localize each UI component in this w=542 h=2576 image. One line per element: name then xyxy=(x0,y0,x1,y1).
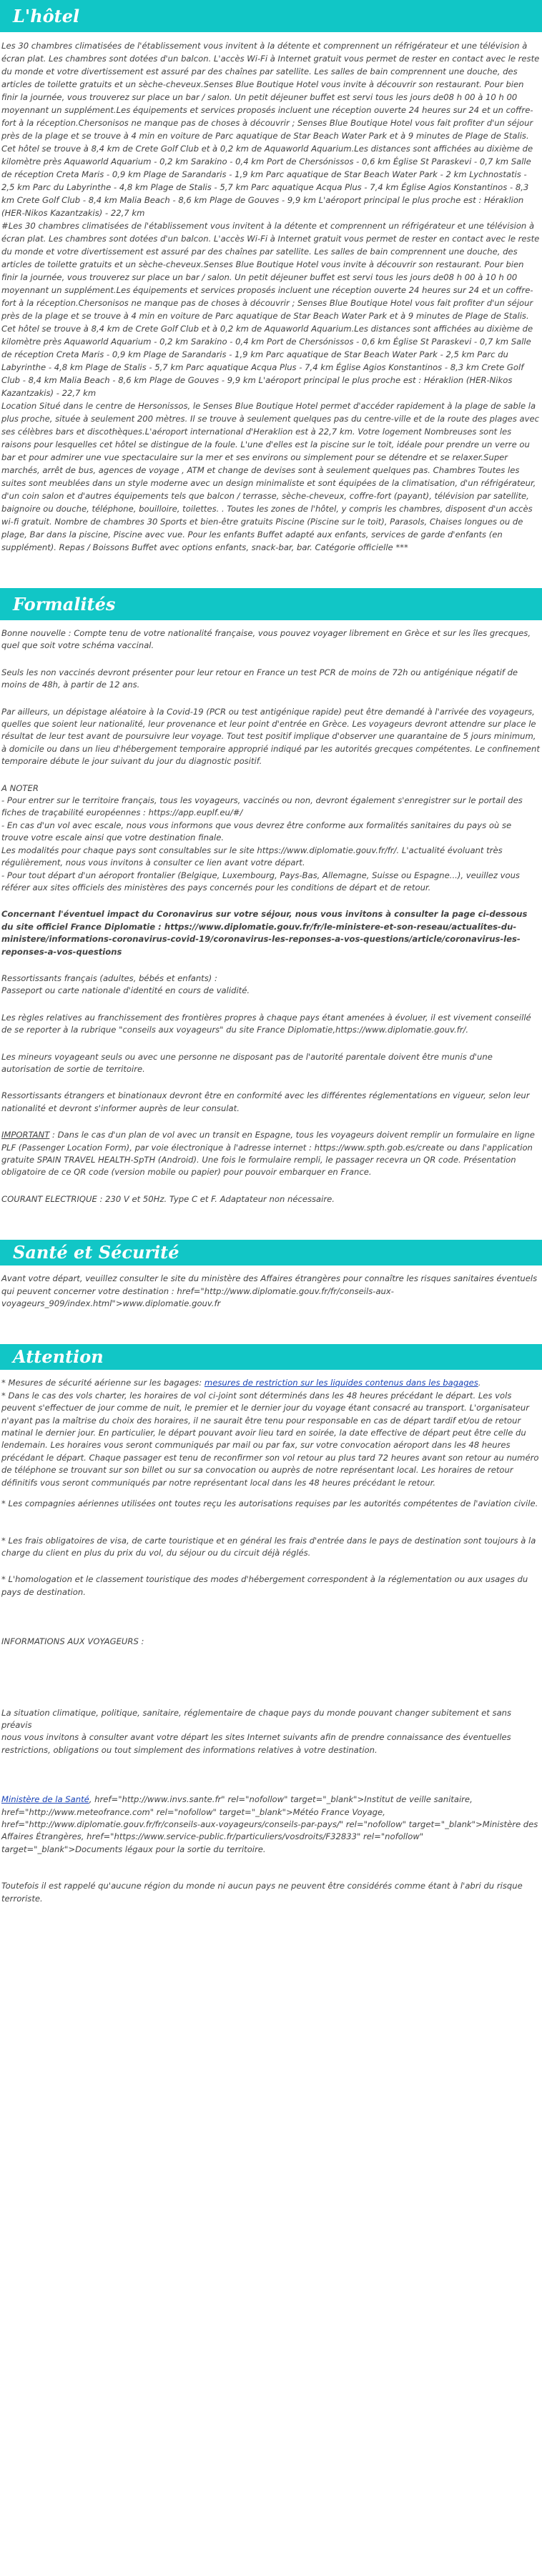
section-title-attention: Attention xyxy=(13,1346,104,1368)
important-text: : Dans le cas d'un plan de vol avec un transit en Espagne, tous les voyageurs doivent remplir un formulaire en ligne PLF (Passenger Location Form), par voie électronique à l'adresse internet : https://www.spth.gob.es/create ou dans l'application gratuite SPAIN TRAVEL HEALTH-SpTH (Android). Une fois le formulaire rempli, le passager recevra un QR code. Présentation obligatoire de ce QR code (version mobile ou papier) pour pouvoir embarquer en France. xyxy=(1,1130,535,1178)
charter-flights: * Dans le cas des vols charter, les horaires de vol ci-joint sont déterminés dans les 48 heures précédant le départ. Les vols peuvent s'effectuer de jour comme de nuit, le premier et le dernier jour du voyage étant consacré au transport. L'organisateur n'ayant pas la maîtrise du choix des horaires, il ne saurait être tenu pour responsable en cas de départ tardif et/ou de retour matinal le dernier jour. En particulier, le départ pouvant avoir lieu tard en soirée, la date effective de départ peut être celle du lendemain. Les horaires vous seront communiqués par mail ou par fax, sur votre convocation aéroport dans les 48 heures précédant le départ. Chaque passager est tenu de reconfirmer son vol retour au plus tard 72 heures avant son retour au numéro de téléphone se trouvant sur son billet ou sur sa convocation ou auprès de notre représentant local. Les horaires de retour définitifs vous seront communiqués par notre représentant local dans les 48 heures précédant le retour. xyxy=(1,1390,539,1488)
hotel-description-2: #Les 30 chambres climatisées de l'établissement vous invitent à la détente et comprennent un réfrigérateur et une télévision à écran plat. Les chambres sont dotées d'un balcon. L'accès Wi-Fi à Internet gratuit vous permet de rester en contact avec le reste du monde et votre divertissement est assuré par des chaînes par satellite. Les salles de bain comprennent une douche, des articles de toilette gratuits et un sèche-cheveux.Senses Blue Boutique Hotel vous invite à découvrir son restaurant. Pour bien finir la journée, vous trouverez sur place un bar / salon. Un petit déjeuner buffet est servi tous les jours de08 h 00 à 10 h 00 moyennant un supplément.Les équipements et services proposés incluent une réception ouverte 24 heures sur 24 et un coffre-fort à la réception.Chersonisos ne manque pas de choses à découvrir ; Senses Blue Boutique Hotel vous fait profiter d'un séjour près de la plage et se trouve à 4 min en voiture de Parc aquatique de Star Beach Water Park et à 9 minutes de Plage de Stalis. Cet hôtel se trouve à 8,4 km de Crete Golf Club et à 0,2 km de Aquaworld Aquarium.Les distances sont affichées au dixième de kilomètre près Aquaworld Aquarium - 0,2 km Sarakino - 0,4 km Port de Chersónissos - 0,6 km Église St Paraskevi - 0,7 km Salle de réception Creta Maris - 0,9 km Plage de Sarandaris - 1,9 km Parc aquatique de Star Beach Water Park - 2,5 km Parc du Labyrinthe - 4,8 km Plage de Stalis - 5,7 km Parc aquatique Acqua Plus - 7,4 km Église Agios Konstantinos - 8,3 km Crete Golf Club - 8,4 km Malia Beach - 8,6 km Plage de Gouves - 9,9 km L'aéroport principal le plus proche est : Héraklion (HER-Nikos Kazantzakis) - 22,7 km xyxy=(1,221,540,398)
baggage-security xyxy=(1,1377,541,1389)
section-header-hotel xyxy=(0,0,542,32)
formalites-test-requirement: Seuls les non vaccinés devront présenter pour leur retour en France un test PCR de moins de 72h ou antigénique négatif de moins de 48h, à partir de 12 ans. xyxy=(1,667,518,690)
important-label: IMPORTANT xyxy=(1,1130,50,1140)
section-header-sante xyxy=(0,1240,542,1265)
resident-docs: Passeport ou carte nationale d'identité en cours de validité. xyxy=(1,985,250,996)
situation-text: La situation climatique, politique, sanitaire, réglementaire de chaque pays du monde pouvant changer subitement et sans préavis xyxy=(1,1707,512,1730)
hotel-description-1: Les 30 chambres climatisées de l'établissement vous invitent à la détente et comprennent un réfrigérateur et une télévision à écran plat. Les chambres sont dotées d'un balcon. L'accès Wi-Fi à Internet gratuit vous permet de rester en contact avec le reste du monde et votre divertissement est assuré par des chaînes par satellite. Les salles de bain comprennent une douche, des articles de toilette gratuits et un sèche-cheveux.Senses Blue Boutique Hotel vous invite à découvrir son restaurant. Pour bien finir la journée, vous trouverez sur place un bar / salon. Un petit déjeuner buffet est servi tous les jours de08 h 00 à 10 h 00 moyennant un supplément.Les équipements et services proposés incluent une réception ouverte 24 heures sur 24 et un coffre-fort à la réception.Chersonisos ne manque pas de choses à découvrir ; Senses Blue Boutique Hotel vous fait profiter d'un séjour près de la plage et se trouve à 4 min en voiture de Parc aquatique de Star Beach Water Park et à 9 minutes de Plage de Stalis. Cet hôtel se trouve à 8,4 km de Crete Golf Club et à 0,2 km de Aquaworld Aquarium.Les distances sont affichées au dixième de kilomètre près Aquaworld Aquarium - 0,2 km Sarakino - 0,4 km Port de Chersónissos - 0,6 km Église St Paraskevi - 0,7 km Salle de réception Creta Maris - 0,9 km Plage de Sarandaris - 1,9 km Parc aquatique de Star Beach Water Park - 2 km Lychnostatis - 2,5 km Parc du Labyrinthe - 4,8 km Plage de Stalis - 5,7 km Parc aquatique Acqua Plus - 7,4 km Église Agios Konstantinos - 8,3 km Crete Golf Club - 8,4 km Malia Beach - 8,6 km Plage de Gouves - 9,9 km L'aéroport principal le plus proche est : Héraklion (HER-Nikos Kazantzakis) - 22,7 km xyxy=(1,41,540,218)
note-diplomatie: Les modalités pour chaque pays sont consultables sur le site https://www.diplomatie.gouv.fr/fr/. L'actualité évoluant très régulièrement, nous vous invitons à consulter ce lien avant votre départ. xyxy=(1,845,503,868)
sante-text: Avant votre départ, veuillez consulter le site du ministère des Affaires étrangères pour connaître les risques sanitaires éventuels qui peuvent concerner votre destination : href="http://www.diplomatie.gouv.fr/fr/conseils-aux-voyageurs_909/index.html">www.diplomatie.gouv.fr xyxy=(1,1273,538,1309)
foreigners-rule: Ressortissants étrangers et binationaux devront être en conformité avec les différentes réglementations en vigueur, selon leur nationalité et devront s'informer auprès de leur consulat. xyxy=(1,1090,530,1113)
important-spain xyxy=(1,1129,541,1179)
baggage-security-text: * Mesures de sécurité aérienne sur les bagages: xyxy=(1,1378,205,1388)
useful-links-text: , href="http://www.invs.sante.fr" rel="nofollow" target="_blank">Institut de veille sanitaire, href="http://www.meteofrance.com" rel="nofollow" target="_blank">Météo France Voyage, href="http://www.diplomatie.gouv.fr/fr/conseils-aux-voyageurs/conseils-par-pays/" rel="nofollow" target="_blank">Ministère des Affaires Étrangères, href="https://www.service-public.fr/particuliers/vosdroits/F32833" rel="nofollow" target="_blank">Documents légaux pour la sortie du territoire. xyxy=(1,1794,538,1854)
section-header-formalites xyxy=(0,588,542,620)
section-title-hotel: L'hôtel xyxy=(13,6,80,26)
border-rules: Les règles relatives au franchissement des frontières propres à chaque pays étant amenées à évoluer, il est vivement conseillé de se reporter à la rubrique "conseils aux voyageurs" du site France Diplomatie,https://www.diplomatie.gouv.fr/. xyxy=(1,1012,531,1035)
note-title: A NOTER xyxy=(1,782,39,793)
resident-title: Ressortissants français (adultes, bébés et enfants) : xyxy=(1,973,217,983)
liquids-restriction-link[interactable]: mesures de restriction sur les liquides contenus dans les bagages xyxy=(204,1378,478,1388)
ministere-sante-link[interactable]: Ministère de la Santé xyxy=(1,1794,89,1805)
section-title-formalites: Formalités xyxy=(13,594,116,615)
info-travelers-title: INFORMATIONS AUX VOYAGEURS : xyxy=(1,1636,144,1647)
minors-rule: Les mineurs voyageant seuls ou avec une personne ne disposant pas de l'autorité parentale doivent être munis d'une autorisation de sortie de territoire. xyxy=(1,1051,493,1074)
invite-text: nous vous invitons à consulter avant votre départ les sites Internet suivants afin de prendre connaissance des éventuelles restrictions, obligations ou tout simplement des informations relatives à votre destination. xyxy=(1,1732,511,1755)
formalites-good-news: Bonne nouvelle : Compte tenu de votre nationalité française, vous pouvez voyager librement en Grèce et sur les îles grecques, quel que soit votre schéma vaccinal. xyxy=(1,628,531,651)
electric-current: COURANT ELECTRIQUE : 230 V et 50Hz. Type C et F. Adaptateur non nécessaire. xyxy=(1,1193,335,1204)
attention-section xyxy=(0,1370,542,1924)
useful-links xyxy=(1,1794,541,1856)
sante-section xyxy=(0,1265,542,1328)
visa-fees: * Les frais obligatoires de visa, de carte touristique et en général les frais d'entrée dans le pays de destination sont toujours à la charge du client en plus du prix du vol, du séjour ou du circuit déjà réglés. xyxy=(1,1535,536,1558)
accommodation-classification: * L'homologation et le classement touristique des modes d'hébergement correspondent à la réglementation ou aux usages du pays de destination. xyxy=(1,1574,528,1597)
note-stopover: - En cas d'un vol avec escale, nous vous informons que vous devrez être conforme aux formalités sanitaires du pays où se trouve votre escale ainsi que votre destination finale. xyxy=(1,820,512,843)
terror-risk: Toutefois il est rappelé qu'aucune région du monde ni aucun pays ne peuvent être considérés comme étant à l'abri du risque terroriste. xyxy=(1,1881,523,1904)
hotel-location: Location Situé dans le centre de Hersonissos, le Senses Blue Boutique Hotel permet d'accéder rapidement à la plage de sable la plus proche, située à seulement 200 mètres. Il se trouve à seulement quelques pas du centre-ville et de la route des plages avec ses célèbres bars et discothèques.L'aéroport international d'Heraklion est à 22,7 km. Votre logement Nombreuses sont les raisons pour lesquelles cet hôtel se distingue de la foule. L'une d'elles est la piscine sur le toit, idéale pour prendre un verre ou bar et pour admirer une vue spectaculaire sur la mer et ses environs ou simplement pour se détendre et se relaxer.Super marchés, arrêt de bus, agences de voyage , ATM et change de devises sont à seulement quelques pas. Chambres Toutes les suites sont meublées dans un style moderne avec un design minimaliste et sont équipées de la climatisation, d'un réfrigérateur, d'un coin salon et d'autres équipements tels que balcon / terrasse, sèche-cheveux, coffre-fort (payant), télévision par satellite, baignoire ou douche, téléphone, bouilloire, toilettes. . Toutes les zones de l'hôtel, y compris les chambres, disposent d'un accès wi-fi gratuit. Nombre de chambres 30 Sports et bien-être gratuits Piscine (Piscine sur le toit), Parasols, Chaises longues ou de plage, Bar dans la piscine, Piscine avec vue. Pour les enfants Buffet adapté aux enfants, services de garde d'enfants (en supplément). Repas / Boissons Buffet avec options enfants, snack-bar, bar. Catégorie officielle *** xyxy=(1,401,540,552)
section-header-attention xyxy=(0,1344,542,1370)
formalites-random-testing: Par ailleurs, un dépistage aléatoire à la Covid-19 (PCR ou test antigénique rapide) peut être demandé à l'arrivée des voyageurs, quelles que soient leur nationalité, leur provenance et leur point d'entrée en Grèce. Les voyageurs devront attendre sur place le résultat de leur test avant de poursuivre leur voyage. Tout test positif implique d'observer une quarantaine de 5 jours minimum, à domicile ou dans un lieu d'hébergement temporaire approprié indiqué par les autorités grecques compétentes. Le confinement temporaire débute le jour suivant du jour du diagnostic positif. xyxy=(1,706,540,767)
section-title-sante: Santé et Sécurité xyxy=(13,1242,179,1263)
airlines-authorized: * Les compagnies aériennes utilisées ont toutes reçu les autorisations requises par les autorités compétentes de l'aviation civile. xyxy=(1,1498,538,1509)
covid-info: Concernant l'éventuel impact du Coronavirus sur votre séjour, nous vous invitons à consulter la page ci-dessous du site officiel France Diplomatie : https://www.diplomatie.gouv.fr/fr/le-ministere-et-son-reseau/actualites-du-ministere/informations-coronavirus-covid-19/coronavirus-les-reponses-a-vos-questions/article/coronavirus-les-reponses-a-vos-questions xyxy=(1,909,528,957)
note-plf: - Pour entrer sur le territoire français, tous les voyageurs, vaccinés ou non, devront également s'enregistrer sur le portail des fiches de traçabilité européennes : https://app.euplf.eu/#/ xyxy=(1,795,523,818)
note-border-airport: - Pour tout départ d'un aéroport frontalier (Belgique, Luxembourg, Pays-Bas, Allemagne, Suisse ou Espagne...), veuillez vous référer aux sites officiels des ministères des pays concernés pour les conditions de départ et de retour. xyxy=(1,870,520,892)
baggage-security-end: . xyxy=(478,1378,481,1388)
hotel-section xyxy=(0,32,542,572)
formalites-section xyxy=(0,620,542,1224)
